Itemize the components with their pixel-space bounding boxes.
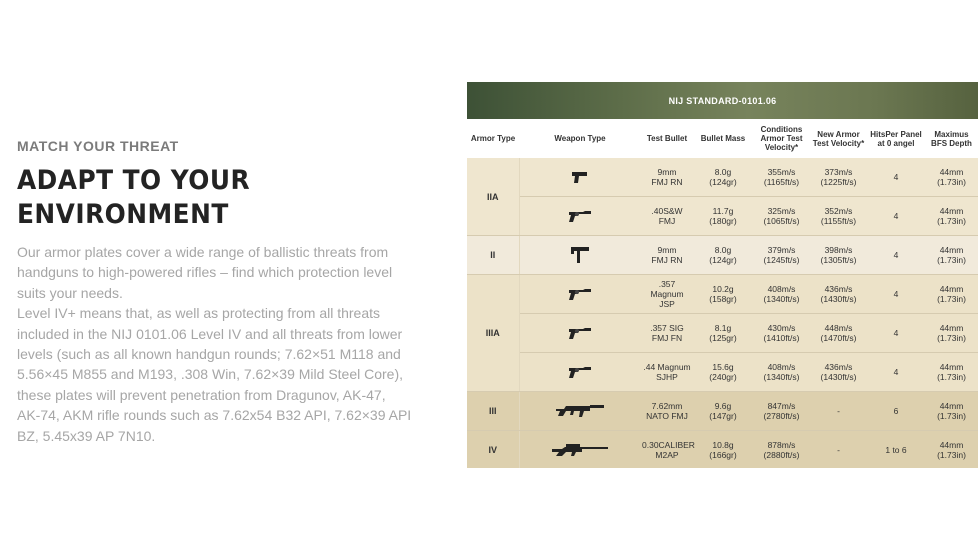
weapon-type-cell [519, 392, 641, 431]
weapon-type-cell [519, 158, 641, 197]
test-bullet-cell: .40S&W FMJ [641, 197, 693, 236]
table-row [467, 392, 978, 431]
header-new-velocity: New Armor Test Velocity* [810, 119, 867, 158]
headline: ADAPT TO YOUR ENVIRONMENT [17, 165, 251, 230]
bfs-depth-cell: 44mm (1.73in) [925, 158, 978, 197]
header-hits-per-panel: HitsPer Panel at 0 angel [867, 119, 925, 158]
armor-type-cell: III [467, 392, 519, 431]
hits-per-panel-cell: 4 [867, 353, 925, 392]
sniper-rifle-icon [521, 443, 641, 457]
hits-per-panel-cell: 4 [867, 236, 925, 275]
hits-per-panel-cell: 1 to 6 [867, 431, 925, 469]
bullet-mass-cell: 11.7g (180gr) [693, 197, 753, 236]
table-row [467, 353, 978, 392]
test-bullet-cell: 0.30CALIBER M2AP [641, 431, 693, 469]
bullet-mass-cell: 8.1g (125gr) [693, 314, 753, 353]
intro-paragraph: Our armor plates cover a wide range of ballistic threats from handguns to high-powered rifles – find which protection level suits your needs. [17, 244, 393, 301]
weapon-type-cell [519, 314, 641, 353]
bfs-depth-cell: 44mm (1.73in) [925, 431, 978, 469]
table-header-row [467, 119, 978, 158]
conditions-velocity-cell: 325m/s (1065ft/s) [753, 197, 810, 236]
new-velocity-cell: 448m/s (1470ft/s) [810, 314, 867, 353]
hits-per-panel-cell: 4 [867, 197, 925, 236]
nij-table-card [467, 82, 978, 468]
table-title: NIJ STANDARD-0101.06 [668, 95, 777, 106]
conditions-velocity-cell: 878m/s (2880ft/s) [753, 431, 810, 469]
bullet-mass-cell: 10.2g (158gr) [693, 275, 753, 314]
table-row [467, 275, 978, 314]
header-weapon-type: Weapon Type [519, 119, 641, 158]
revolver-icon [521, 209, 641, 223]
new-velocity-cell: 398m/s (1305ft/s) [810, 236, 867, 275]
table-row [467, 314, 978, 353]
table-row [467, 197, 978, 236]
conditions-velocity-cell: 430m/s (1410ft/s) [753, 314, 810, 353]
weapon-type-cell [519, 353, 641, 392]
revolver-icon [521, 287, 641, 301]
header-armor-type: Armor Type [467, 119, 519, 158]
test-bullet-cell: 9mm FMJ RN [641, 236, 693, 275]
conditions-velocity-cell: 847m/s (2780ft/s) [753, 392, 810, 431]
bfs-depth-cell: 44mm (1.73in) [925, 275, 978, 314]
header-test-bullet: Test Bullet [641, 119, 693, 158]
bullet-mass-cell: 9.6g (147gr) [693, 392, 753, 431]
bfs-depth-cell: 44mm (1.73in) [925, 314, 978, 353]
bfs-depth-cell: 44mm (1.73in) [925, 236, 978, 275]
weapon-type-cell [519, 431, 641, 469]
new-velocity-cell: - [810, 431, 867, 469]
new-velocity-cell: - [810, 392, 867, 431]
header-bfs-depth: Maximus BFS Depth [925, 119, 978, 158]
conditions-velocity-cell: 408m/s (1340ft/s) [753, 353, 810, 392]
handgun-icon [521, 170, 641, 184]
armor-type-cell: IIA [467, 158, 519, 236]
bullet-mass-cell: 15.6g (240gr) [693, 353, 753, 392]
conditions-velocity-cell: 355m/s (1165ft/s) [753, 158, 810, 197]
armor-type-cell: IV [467, 431, 519, 469]
test-bullet-cell: .44 Magnum SJHP [641, 353, 693, 392]
table-row [467, 158, 978, 197]
rifle-icon [521, 404, 641, 418]
bfs-depth-cell: 44mm (1.73in) [925, 353, 978, 392]
level-description-paragraph: Level IV+ means that, as well as protecting from all threats included in the NIJ 0101.06 Level IV and all threats from lower levels (such as all known handgun rounds; 7.62×51 M118 and 5.56×45 M855 and M193, .308 Win, 7.62×39 Mild Steel Core), these plates will prevent penetration from Dragunov, AK-47, AK-74, AKM rifle rounds such as 7.62x54 B32 API, 7.62×39 API BZ, 5.45x39 AP 7N10. [17, 305, 412, 444]
header-conditions-velocity: Conditions Armor Test Velocity* [753, 119, 810, 158]
armor-type-cell: IIIA [467, 275, 519, 392]
new-velocity-cell: 436m/s (1430ft/s) [810, 275, 867, 314]
bfs-depth-cell: 44mm (1.73in) [925, 392, 978, 431]
bullet-mass-cell: 10.8g (166gr) [693, 431, 753, 469]
test-bullet-cell: .357 Magnum JSP [641, 275, 693, 314]
nij-standard-table [467, 119, 978, 468]
armor-type-cell: II [467, 236, 519, 275]
test-bullet-cell: 7.62mm NATO FMJ [641, 392, 693, 431]
revolver-icon [521, 326, 641, 340]
conditions-velocity-cell: 379m/s (1245ft/s) [753, 236, 810, 275]
hits-per-panel-cell: 4 [867, 275, 925, 314]
test-bullet-cell: .357 SIG FMJ FN [641, 314, 693, 353]
conditions-velocity-cell: 408m/s (1340ft/s) [753, 275, 810, 314]
smg-icon [521, 246, 641, 264]
hits-per-panel-cell: 4 [867, 158, 925, 197]
table-row [467, 236, 978, 275]
hits-per-panel-cell: 6 [867, 392, 925, 431]
weapon-type-cell [519, 236, 641, 275]
revolver-icon [521, 365, 641, 379]
new-velocity-cell: 352m/s (1155ft/s) [810, 197, 867, 236]
table-banner [467, 82, 978, 119]
test-bullet-cell: 9mm FMJ RN [641, 158, 693, 197]
new-velocity-cell: 373m/s (1225ft/s) [810, 158, 867, 197]
bullet-mass-cell: 8.0g (124gr) [693, 158, 753, 197]
intro-section [17, 138, 412, 446]
header-bullet-mass: Bullet Mass [693, 119, 753, 158]
weapon-type-cell [519, 275, 641, 314]
eyebrow-text: MATCH YOUR THREAT [17, 138, 179, 154]
new-velocity-cell: 436m/s (1430ft/s) [810, 353, 867, 392]
weapon-type-cell [519, 197, 641, 236]
hits-per-panel-cell: 4 [867, 314, 925, 353]
table-row [467, 431, 978, 469]
bfs-depth-cell: 44mm (1.73in) [925, 197, 978, 236]
bullet-mass-cell: 8.0g (124gr) [693, 236, 753, 275]
